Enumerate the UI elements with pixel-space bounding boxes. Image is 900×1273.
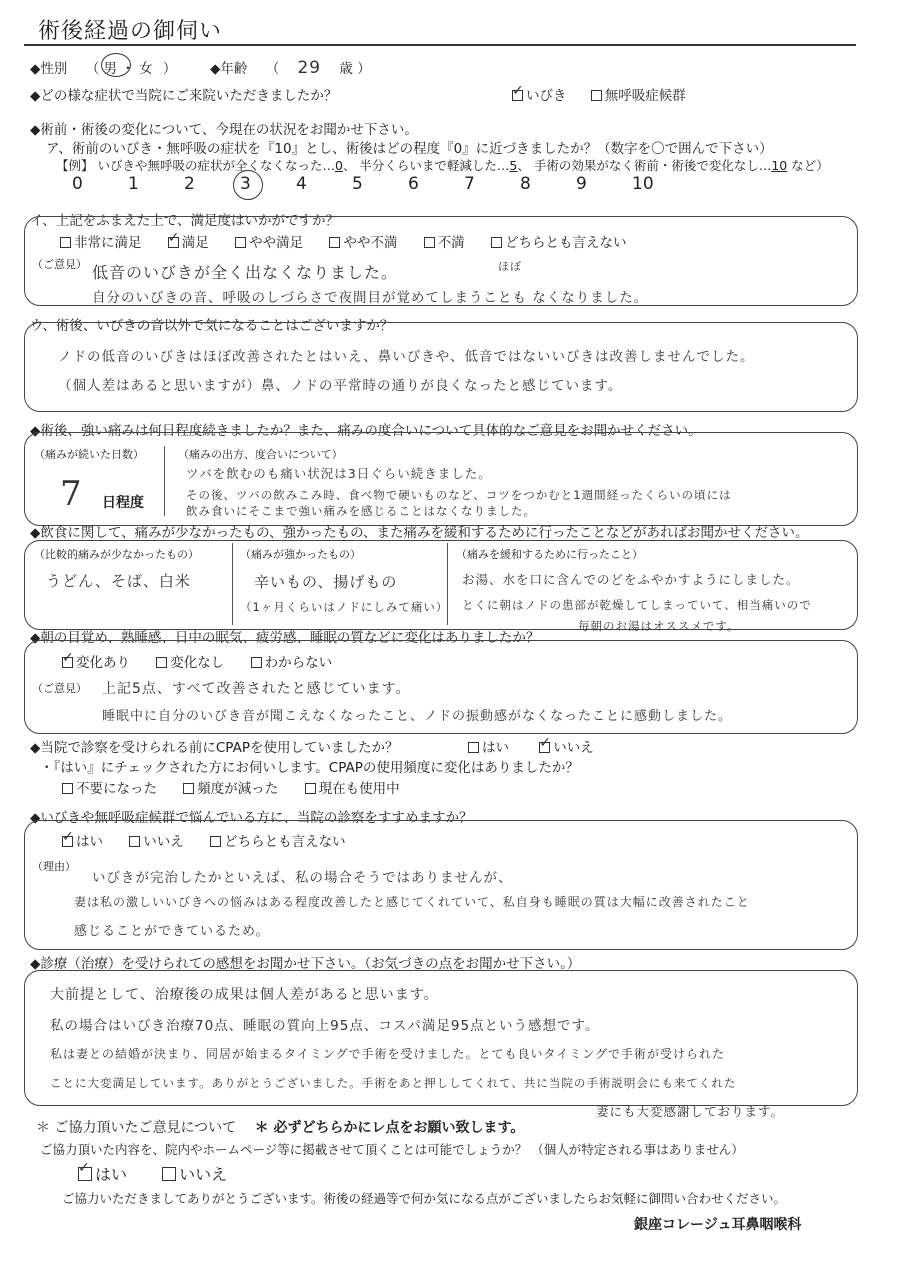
checkbox-icon bbox=[305, 783, 316, 794]
food-relief-hand-1: お湯、水を口に含んでのどをふやかすようにしました。 bbox=[462, 572, 800, 587]
recommend-hand-1: いびきが完治したかといえば、私の場合そうではありませんが、 bbox=[92, 870, 513, 886]
q-food: ◆飲食に関して、痛みが少なかったもの、強かったもの、また痛みを緩和するために行ったことなどがあればお聞かせください。 bbox=[30, 525, 809, 541]
age-unit: 歳 bbox=[339, 61, 353, 77]
sleep-hand-1: 上記5点、すべて改善されたと感じています。 bbox=[102, 681, 411, 697]
scale-1[interactable]: 1 bbox=[128, 174, 139, 194]
checkbox-icon bbox=[60, 237, 71, 248]
sleep-option-no-change[interactable]: 変化なし bbox=[156, 655, 224, 671]
scale-2[interactable]: 2 bbox=[184, 174, 195, 194]
age-open: （ bbox=[265, 61, 280, 77]
satisfaction-option-very[interactable]: 非常に満足 bbox=[60, 235, 142, 251]
checkbox-checked-icon bbox=[78, 1167, 92, 1181]
checkbox-checked-icon bbox=[512, 90, 523, 101]
impression-hand-4: ことに大変満足しています。ありがとうございました。手術をあと押ししてくれて、共に当院の手術説明会にも来てくれた bbox=[50, 1076, 737, 1090]
consent-heading-a: ＊ ご協力頂いたご意見について bbox=[36, 1120, 237, 1136]
other-hand-2: （個人差はあると思いますが）鼻、ノドの平常時の通りが良くなったと感じています。 bbox=[58, 378, 623, 394]
sleep-options bbox=[62, 651, 332, 671]
other-hand-1: ノドの低音のいびきはほぼ改善されたとはいえ、鼻いびきや、低音ではないいびきは改善しませんでした。 bbox=[58, 349, 755, 365]
sleep-option-changed[interactable]: ✓変化あり bbox=[62, 655, 130, 671]
gender-female[interactable]: 女 bbox=[139, 61, 153, 77]
scale-8[interactable]: 8 bbox=[520, 174, 531, 194]
age-close: ） bbox=[357, 61, 371, 77]
food-less-label: （比較的痛みが少なかったもの） bbox=[34, 548, 199, 561]
symptom-option-apnea[interactable]: 無呼吸症候群 bbox=[591, 88, 686, 104]
satisfaction-hand-2: 自分のいびきの音、呼吸のしづらさで夜間目が覚めてしまうことも なくなりました。 bbox=[92, 290, 649, 306]
age-row bbox=[210, 57, 371, 78]
food-divider-1 bbox=[232, 543, 233, 625]
checkbox-icon bbox=[156, 657, 167, 668]
checkbox-checked-icon bbox=[62, 836, 73, 847]
pain-days-label: （痛みが続いた日数） bbox=[34, 448, 144, 461]
satisfaction-opinion-label: （ご意見） bbox=[32, 258, 87, 271]
page-title: 術後経過の御伺い bbox=[38, 19, 223, 44]
checkbox-icon bbox=[62, 783, 73, 794]
satisfaction-hand-small: ほぼ bbox=[498, 260, 522, 273]
food-relief-label: （痛みを緩和するために行ったこと） bbox=[456, 548, 643, 561]
gender-sep: ・ bbox=[121, 61, 135, 77]
checkbox-icon bbox=[491, 237, 502, 248]
cpap-sub-option-still-using[interactable]: 現在も使用中 bbox=[305, 781, 400, 797]
scale-3[interactable]: 3 bbox=[240, 174, 251, 194]
checkbox-icon bbox=[210, 836, 221, 847]
recommend-options bbox=[62, 830, 346, 850]
cpap-option-no[interactable]: ✓ いいえ bbox=[539, 740, 594, 756]
q-other: ウ、術後、いびきの音以外で気になることはございますか？ bbox=[30, 318, 394, 334]
symptom-option-snoring[interactable]: ✓ いびき bbox=[512, 88, 567, 104]
food-strong-hand-2: （1ヶ月くらいはノドにしみて痛い） bbox=[240, 600, 449, 614]
scale-4[interactable]: 4 bbox=[296, 174, 307, 194]
clinic-name: 銀座コレージュ耳鼻咽喉科 bbox=[634, 1217, 802, 1233]
satisfaction-options bbox=[60, 231, 626, 251]
cpap-sub-option-reduced[interactable]: 頻度が減った bbox=[183, 781, 278, 797]
title-rule bbox=[24, 44, 856, 46]
sleep-option-unknown[interactable]: わからない bbox=[251, 655, 333, 671]
checkbox-icon bbox=[424, 237, 435, 248]
checkbox-checked-icon bbox=[539, 742, 550, 753]
q-cpap: ◆当院で診察を受けられる前にCPAPを使用していましたか？ bbox=[30, 740, 399, 756]
recommend-hand-2: 妻は私の激しいいびきへの悩みはある程度改善したと感じてくれていて、私自身も睡眠の質は大幅に改善されたこと bbox=[74, 895, 750, 909]
q-satisfaction: イ、上記をふまえた上で、満足度はいかがですか？ bbox=[30, 213, 340, 229]
pain-days-value[interactable]: 7 bbox=[60, 474, 83, 514]
pain-days-unit: 日程度 bbox=[102, 495, 144, 511]
q-recommend: ◆いびきや無呼吸症候群で悩んでいる方に、当院の診察をすすめますか？ bbox=[30, 810, 473, 826]
checkbox-checked-icon bbox=[168, 237, 179, 248]
checkbox-icon bbox=[235, 237, 246, 248]
food-relief-hand-3: 毎朝のお湯はオススメです。 bbox=[578, 619, 740, 633]
satisfaction-option-somewhat[interactable]: やや満足 bbox=[235, 235, 303, 251]
q-change-line2: ア、術前のいびき・無呼吸の症状を『10』とし、術後はどの程度『0』に近づきましたか？（数字を〇で囲んで下さい） bbox=[46, 141, 773, 157]
q-cpap-sub: ・『はい』にチェックされた方にお伺いします。CPAPの使用頻度に変化はありましたか？ bbox=[40, 760, 579, 776]
recommend-hand-3: 感じることができているため。 bbox=[74, 924, 270, 939]
scale-6[interactable]: 6 bbox=[408, 174, 419, 194]
recommend-option-yes[interactable]: ✓はい bbox=[62, 834, 103, 850]
satisfaction-option-dissatisfied[interactable]: 不満 bbox=[424, 235, 465, 251]
food-strong-label: （痛みが強かったもの） bbox=[240, 548, 361, 561]
consent-options bbox=[78, 1162, 227, 1185]
food-relief-hand-2: とくに朝はノドの患部が乾燥してしまっていて、相当痛いので bbox=[462, 598, 812, 612]
pain-divider bbox=[164, 446, 165, 516]
recommend-reason-label: （理由） bbox=[32, 860, 76, 873]
checkbox-icon bbox=[162, 1167, 176, 1181]
impression-hand-5: 妻にも大変感謝しております。 bbox=[596, 1104, 785, 1119]
checkbox-icon bbox=[183, 783, 194, 794]
scale-10[interactable]: 10 bbox=[632, 174, 654, 194]
satisfaction-option-satisfied[interactable]: ✓ 満足 bbox=[168, 235, 209, 251]
consent-thanks: ご協力いただきましてありがとうございます。術後の経過等で何か気になる点がございましたらお気軽に御問い合わせください。 bbox=[62, 1191, 787, 1206]
age-label: ◆年齢 bbox=[210, 61, 248, 77]
checkbox-checked-icon bbox=[62, 657, 73, 668]
scale-7[interactable]: 7 bbox=[464, 174, 475, 194]
gender-label: ◆性別 bbox=[30, 61, 68, 77]
checkbox-icon bbox=[129, 836, 140, 847]
impression-hand-3: 私は妻との結婚が決まり、同居が始まるタイミングで手術を受けました。とても良いタイミングで手術が受けられた bbox=[50, 1047, 726, 1061]
sleep-hand-2: 睡眠中に自分のいびき音が聞こえなくなったこと、ノドの振動感がなくなったことに感動しました。 bbox=[102, 709, 733, 724]
consent-option-no[interactable]: いいえ bbox=[162, 1165, 227, 1184]
scale-9[interactable]: 9 bbox=[576, 174, 587, 194]
consent-heading-b: ＊ 必ずどちらかにレ点をお願い致します。 bbox=[254, 1120, 525, 1136]
symptom-options bbox=[512, 84, 686, 104]
food-strong-hand-1: 辛いもの、揚げもの bbox=[254, 573, 398, 591]
consent-question: ご協力頂いた内容を、院内やホームページ等に掲載させて頂くことは可能でしょうか？ （個人が特定される事はありません） bbox=[40, 1142, 744, 1157]
pain-hand-1: ツバを飲むのも痛い状況は3日ぐらい続きました。 bbox=[186, 466, 492, 481]
cpap-option-yes[interactable]: はい bbox=[468, 740, 509, 756]
consent-heading bbox=[36, 1117, 524, 1137]
cpap-sub-options bbox=[62, 777, 400, 797]
checkbox-icon bbox=[591, 90, 602, 101]
scale-5[interactable]: 5 bbox=[352, 174, 363, 194]
recommend-option-no[interactable]: いいえ bbox=[129, 834, 184, 850]
scale-selected-circle bbox=[233, 170, 263, 200]
satisfaction-option-somewhat-dissatisfied[interactable]: やや不満 bbox=[329, 235, 397, 251]
cpap-options bbox=[468, 736, 594, 756]
cpap-sub-option-unneeded[interactable]: 不要になった bbox=[62, 781, 157, 797]
other-box bbox=[24, 322, 858, 412]
pain-hand-2: その後、ツバの飲みこみ時、食べ物で硬いものなど、コツをつかむと1週間経ったくらいの頃には bbox=[186, 488, 732, 502]
checkbox-icon bbox=[468, 742, 479, 753]
change-scale bbox=[72, 174, 688, 194]
impression-hand-1: 大前提として、治療後の成果は個人差があると思います。 bbox=[50, 987, 439, 1003]
food-less-hand: うどん、そば、白米 bbox=[46, 572, 191, 590]
q-impression: ◆診療（治療）を受けられての感想をお聞かせ下さい。（お気づきの点をお聞かせ下さい。） bbox=[30, 956, 581, 972]
gender-open: （ bbox=[85, 61, 100, 77]
q-change-example: 【例】 いびきや無呼吸の症状が全くなくなった…0、 半分くらいまで軽減した…5、 手術の効果がなく術前・術後で変化なし…10 など） bbox=[56, 158, 829, 173]
satisfaction-option-neither[interactable]: どちらとも言えない bbox=[491, 235, 627, 251]
checkbox-icon bbox=[329, 237, 340, 248]
impression-hand-2: 私の場合はいびき治療70点、睡眠の質向上95点、コスパ満足95点という感想です。 bbox=[50, 1018, 600, 1034]
q-sleep: ◆朝の目覚め、熟睡感、日中の眠気、疲労感、睡眠の質などに変化はありましたか？ bbox=[30, 630, 540, 646]
q-pain: ◆術後、強い痛みは何日程度続きましたか？また、痛みの度合いについて具体的なご意見をお聞かせください。 bbox=[30, 423, 702, 439]
pain-degree-label: （痛みの出方、度合いについて） bbox=[178, 448, 343, 461]
gender-male[interactable]: 男 bbox=[103, 61, 117, 77]
scale-0[interactable]: 0 bbox=[72, 174, 83, 194]
q-symptom: ◆どの様な症状で当院にご来院いただきましたか？ bbox=[30, 88, 338, 104]
checkbox-icon bbox=[251, 657, 262, 668]
consent-option-yes[interactable]: ✓はい bbox=[78, 1165, 127, 1184]
q-change-line1: ◆術前・術後の変化について、今現在の状況をお聞かせ下さい。 bbox=[30, 122, 418, 138]
gender-close: ） bbox=[162, 61, 177, 77]
recommend-option-neither[interactable]: どちらとも言えない bbox=[210, 834, 346, 850]
pain-hand-3: 飲み食いにそこまで強い痛みを感じることはなくなりました。 bbox=[186, 504, 536, 518]
sleep-opinion-label: （ご意見） bbox=[32, 682, 87, 695]
satisfaction-hand-1: 低音のいびきが全く出なくなりました。 bbox=[92, 263, 399, 282]
gender-selected-circle bbox=[101, 53, 131, 77]
age-value[interactable]: 29 bbox=[297, 58, 322, 78]
